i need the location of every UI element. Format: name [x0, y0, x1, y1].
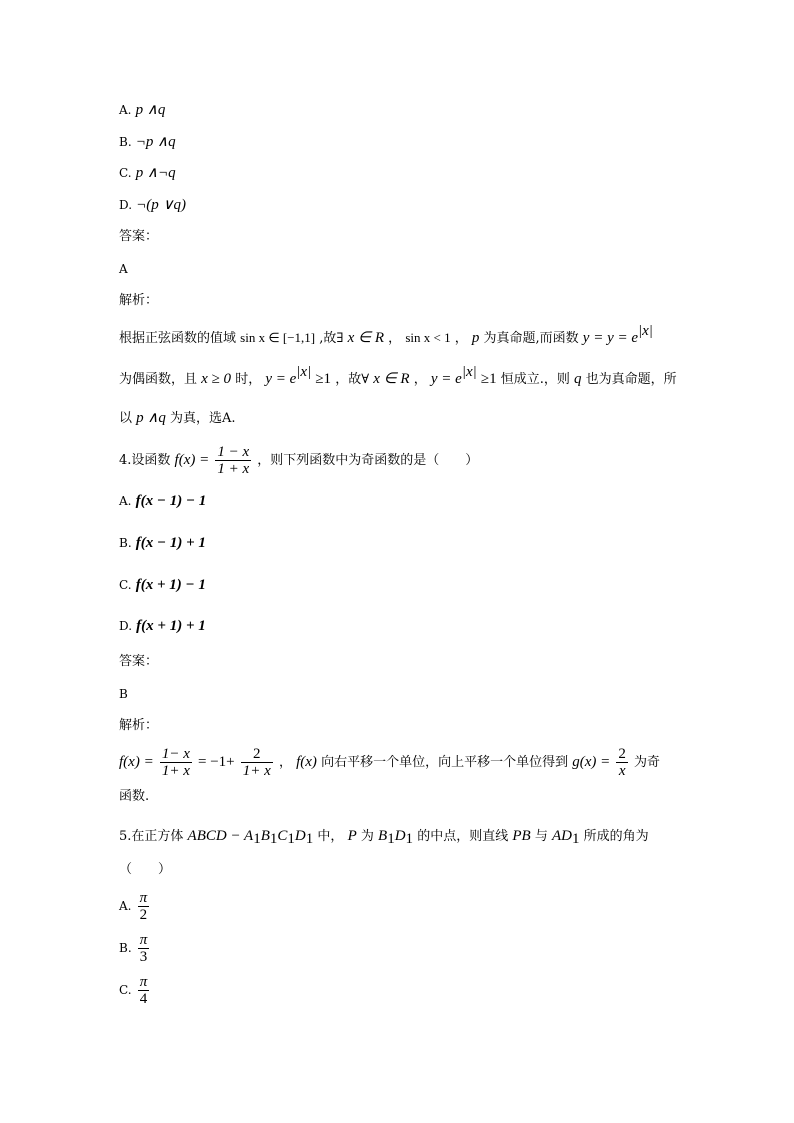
option-math: f(x + 1) + 1 [136, 618, 206, 634]
math: ABCD − A [187, 828, 254, 844]
text: ， [388, 331, 402, 346]
text: 为偶函数，且 [119, 372, 198, 387]
fraction [138, 974, 150, 1007]
q5-answer-paren: （ ） [119, 862, 172, 877]
subscript: 1 [253, 831, 261, 847]
denominator: 1+ x [161, 763, 190, 779]
math: ≥1 [315, 371, 332, 387]
math: PB [512, 828, 531, 844]
math: = −1+ [198, 754, 235, 770]
math: f(x) [296, 754, 317, 770]
q3-answer-value: A [119, 262, 128, 276]
subscript: 1 [287, 831, 295, 847]
option-math: p ∧q [135, 102, 166, 118]
option-label: D. [119, 619, 133, 633]
math: y = y = e [582, 330, 639, 346]
q3-analysis-line-2 [119, 364, 677, 389]
subscript: 1 [305, 831, 314, 847]
text: 以 [119, 411, 133, 426]
q4-analysis-line-2: 函数. [119, 789, 150, 804]
numerator: π [139, 890, 148, 906]
text: ，则下列函数中为奇函数的是（ ） [257, 453, 479, 468]
denominator: 2 [139, 907, 148, 923]
q3-option-d [119, 196, 186, 215]
text: ， [413, 372, 427, 387]
option-label: C. [119, 578, 132, 592]
denominator: 4 [139, 991, 148, 1007]
text: 4.设函数 [119, 453, 171, 468]
option-math: ¬(p ∨q) [136, 197, 186, 213]
q4-option-b [119, 534, 206, 553]
q5-option-b [119, 930, 151, 967]
q3-analysis-line-3 [119, 409, 236, 428]
numerator: 2 [618, 746, 626, 762]
q3-analysis-line-1 [119, 323, 653, 348]
q4-option-c [119, 576, 206, 595]
text: ， [454, 331, 468, 346]
text: 5.在正方体 [119, 829, 184, 844]
option-label: A. [119, 494, 132, 508]
text: 也为真命题，所 [585, 372, 677, 387]
math: D [394, 828, 406, 844]
option-math: ¬p ∧q [135, 134, 176, 150]
numerator: 2 [241, 746, 273, 763]
q3-option-b [119, 133, 176, 152]
denominator: 1 + x [217, 461, 250, 477]
math: C [277, 828, 288, 844]
q4-answer-value: B [119, 687, 128, 701]
option-label: A. [119, 103, 132, 117]
math: x ≥ 0 [201, 371, 232, 387]
fraction [616, 746, 628, 779]
option-label: C. [119, 166, 132, 180]
math-sup: |x| [461, 364, 477, 380]
text: ，故∀ [335, 372, 370, 387]
denominator: 1+ x [242, 763, 271, 779]
text: ， [278, 755, 292, 770]
text: 时， [235, 372, 262, 387]
subscript: 1 [405, 831, 414, 847]
text: 与 [534, 829, 548, 844]
option-label: D. [119, 198, 133, 212]
q4-option-a [119, 492, 206, 511]
subscript: 1 [571, 831, 580, 847]
math: sin x < 1 [405, 330, 451, 345]
denominator: x [618, 763, 626, 779]
math-sup: |x| [638, 323, 653, 339]
math: B [378, 828, 388, 844]
text: ,故∃ [319, 331, 344, 346]
math-sup: |x| [296, 364, 312, 380]
q4-analysis-line-1 [119, 742, 660, 783]
math: p ∧q [136, 410, 166, 426]
math: D [294, 828, 306, 844]
subscript: 1 [269, 831, 278, 847]
math: p [471, 330, 480, 346]
math: B [260, 828, 270, 844]
q5-option-a [119, 888, 151, 925]
numerator: π [139, 974, 148, 990]
text: 中， [317, 829, 344, 844]
math: P [347, 828, 357, 844]
q3-option-a [119, 101, 165, 120]
fraction [215, 444, 251, 477]
text: 为真命题,而函数 [483, 331, 579, 346]
math: y = e [430, 371, 462, 387]
fraction [241, 746, 273, 779]
option-label: B. [119, 536, 132, 550]
text: 为 [360, 829, 374, 844]
q3-answer-heading: 答案： [119, 229, 159, 244]
option-math: f(x − 1) + 1 [135, 535, 206, 551]
numerator: 1 − x [217, 444, 250, 460]
numerator: 1− x [161, 746, 190, 762]
fraction [138, 890, 150, 923]
fraction [138, 932, 150, 965]
text: 向右平移一个单位，向上平移一个单位得到 [321, 755, 569, 770]
text: 为奇 [634, 755, 661, 770]
option-math: f(x + 1) − 1 [135, 577, 206, 593]
text: 的中点，则直线 [417, 829, 509, 844]
q4-answer-heading: 答案： [119, 654, 159, 669]
math: AD [551, 828, 572, 844]
option-label: C. [119, 983, 132, 997]
q4-option-d [119, 617, 206, 636]
math: g(x) = [572, 754, 611, 770]
math: q [574, 371, 582, 387]
math: x ∈ R [373, 371, 410, 387]
math: sin x ∈ [−1,1] [240, 330, 316, 345]
q3-option-c [119, 164, 176, 183]
numerator: π [139, 932, 148, 948]
q4-analysis-heading: 解析： [119, 718, 159, 733]
denominator: 3 [139, 949, 148, 965]
q5-stem [119, 827, 649, 846]
q5-option-c [119, 972, 151, 1009]
option-label: B. [119, 135, 132, 149]
q4-stem [119, 442, 478, 479]
q3-analysis-heading: 解析： [119, 293, 159, 308]
option-math: f(x − 1) − 1 [135, 493, 207, 509]
subscript: 1 [387, 831, 395, 847]
math: f(x) = [119, 754, 154, 770]
math: ≥1 [480, 371, 497, 387]
text: 恒成立.，则 [500, 372, 570, 387]
option-label: B. [119, 941, 132, 955]
text: 根据正弦函数的值域 [119, 331, 237, 346]
math: y = e [265, 371, 297, 387]
text: 所成的角为 [583, 829, 649, 844]
text: 为真，选A. [170, 411, 236, 426]
option-math: p ∧¬q [135, 165, 176, 181]
math: x ∈ R [347, 330, 385, 346]
fraction [160, 746, 192, 779]
option-label: A. [119, 899, 132, 913]
math: f(x) = [174, 452, 210, 468]
